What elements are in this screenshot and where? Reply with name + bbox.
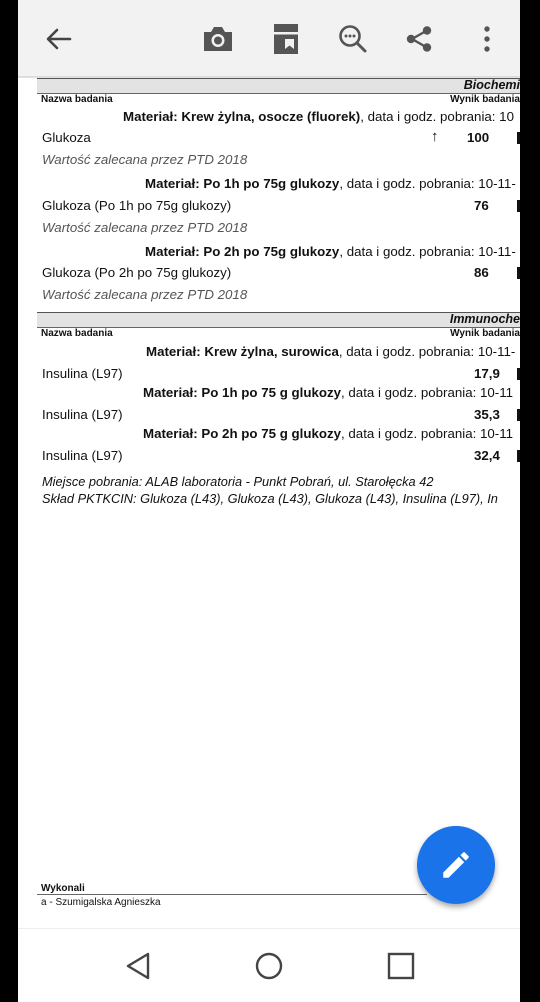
home-circle-icon <box>254 951 284 981</box>
nav-back-button[interactable] <box>110 941 166 991</box>
share-button[interactable] <box>394 14 444 64</box>
truncated-mark <box>517 200 520 212</box>
column-header <box>37 93 520 107</box>
nav-home-button[interactable] <box>241 941 297 991</box>
section-bar-immuno <box>37 312 520 327</box>
material-line: Materiał: Krew żylna, osocze (fluorek), data i godz. pobrania: 10 <box>123 109 514 124</box>
bookmark-icon <box>273 23 299 55</box>
back-triangle-icon <box>124 951 152 981</box>
back-arrow-icon <box>43 24 73 54</box>
column-result-label: Wynik badania <box>450 94 520 105</box>
high-arrow-icon: ↑ <box>431 128 439 145</box>
reference-note: Wartość zalecana przez PTD 2018 <box>42 152 248 167</box>
search-button[interactable] <box>328 14 378 64</box>
reference-note: Wartość zalecana przez PTD 2018 <box>42 220 248 235</box>
test-name: Glukoza (Po 1h po 75g glukozy) <box>42 198 232 213</box>
material-line: Materiał: Po 1h po 75 g glukozy, data i godz. pobrania: 10-11 <box>143 385 514 400</box>
test-name: Glukoza <box>42 130 91 145</box>
edit-fab-button[interactable] <box>417 826 495 904</box>
top-toolbar <box>18 0 520 78</box>
section-title: Immunoche <box>449 312 520 326</box>
collection-place: Miejsce pobrania: ALAB laboratoria - Punkt Pobrań, ul. Starołęcka 42 <box>42 474 434 489</box>
edit-icon <box>439 848 473 882</box>
test-name: Glukoza (Po 2h po 75g glukozy) <box>42 265 232 280</box>
nav-recents-button[interactable] <box>373 941 429 991</box>
material-line: Materiał: Krew żylna, surowica, data i godz. pobrania: 10-11- <box>146 344 516 359</box>
screen <box>18 0 520 1002</box>
column-result-label: Wynik badania <box>450 328 520 339</box>
material-line: Materiał: Po 2h po 75 g glukozy, data i godz. pobrania: 10-11 <box>143 426 514 441</box>
recents-square-icon <box>386 951 416 981</box>
performed-label: Wykonali <box>41 883 85 894</box>
test-value: 100 <box>467 130 490 145</box>
test-value: 35,3 <box>474 407 500 422</box>
truncated-mark <box>517 132 520 144</box>
test-name: Insulina (L97) <box>42 407 123 422</box>
test-value: 32,4 <box>474 448 500 463</box>
column-name-label: Nazwa badania <box>41 328 113 339</box>
truncated-mark <box>517 450 520 462</box>
test-value: 76 <box>474 198 489 213</box>
test-value: 17,9 <box>474 366 500 381</box>
material-line: Materiał: Po 2h po 75g glukozy, data i godz. pobrania: 10-11- <box>145 244 516 259</box>
reference-note: Wartość zalecana przez PTD 2018 <box>42 287 248 302</box>
column-name-label: Nazwa badania <box>41 94 113 105</box>
more-options-button[interactable] <box>462 14 512 64</box>
system-nav-bar <box>18 928 520 1002</box>
more-icon <box>482 24 492 54</box>
truncated-mark <box>517 267 520 279</box>
back-button[interactable] <box>33 14 83 64</box>
performed-by: a - Szumigalska Agnieszka <box>41 897 161 908</box>
truncated-mark <box>517 409 520 421</box>
bookmark-button[interactable] <box>261 14 311 64</box>
section-title: Biochemi <box>463 78 520 92</box>
search-icon <box>337 23 369 55</box>
camera-button[interactable] <box>193 14 243 64</box>
truncated-mark <box>517 368 520 380</box>
column-header <box>37 327 520 341</box>
material-line: Materiał: Po 1h po 75g glukozy, data i godz. pobrania: 10-11- <box>145 176 516 191</box>
pdf-page[interactable] <box>18 78 520 928</box>
test-value: 86 <box>474 265 489 280</box>
test-name: Insulina (L97) <box>42 366 123 381</box>
share-icon <box>404 24 434 54</box>
section-bar-biochem <box>37 78 520 93</box>
panel-composition: Skład PKTKCIN: Glukoza (L43), Glukoza (L43), Glukoza (L43), Insulina (L97), In <box>42 491 498 506</box>
camera-icon <box>202 24 234 54</box>
test-name: Insulina (L97) <box>42 448 123 463</box>
performed-divider <box>37 894 427 895</box>
